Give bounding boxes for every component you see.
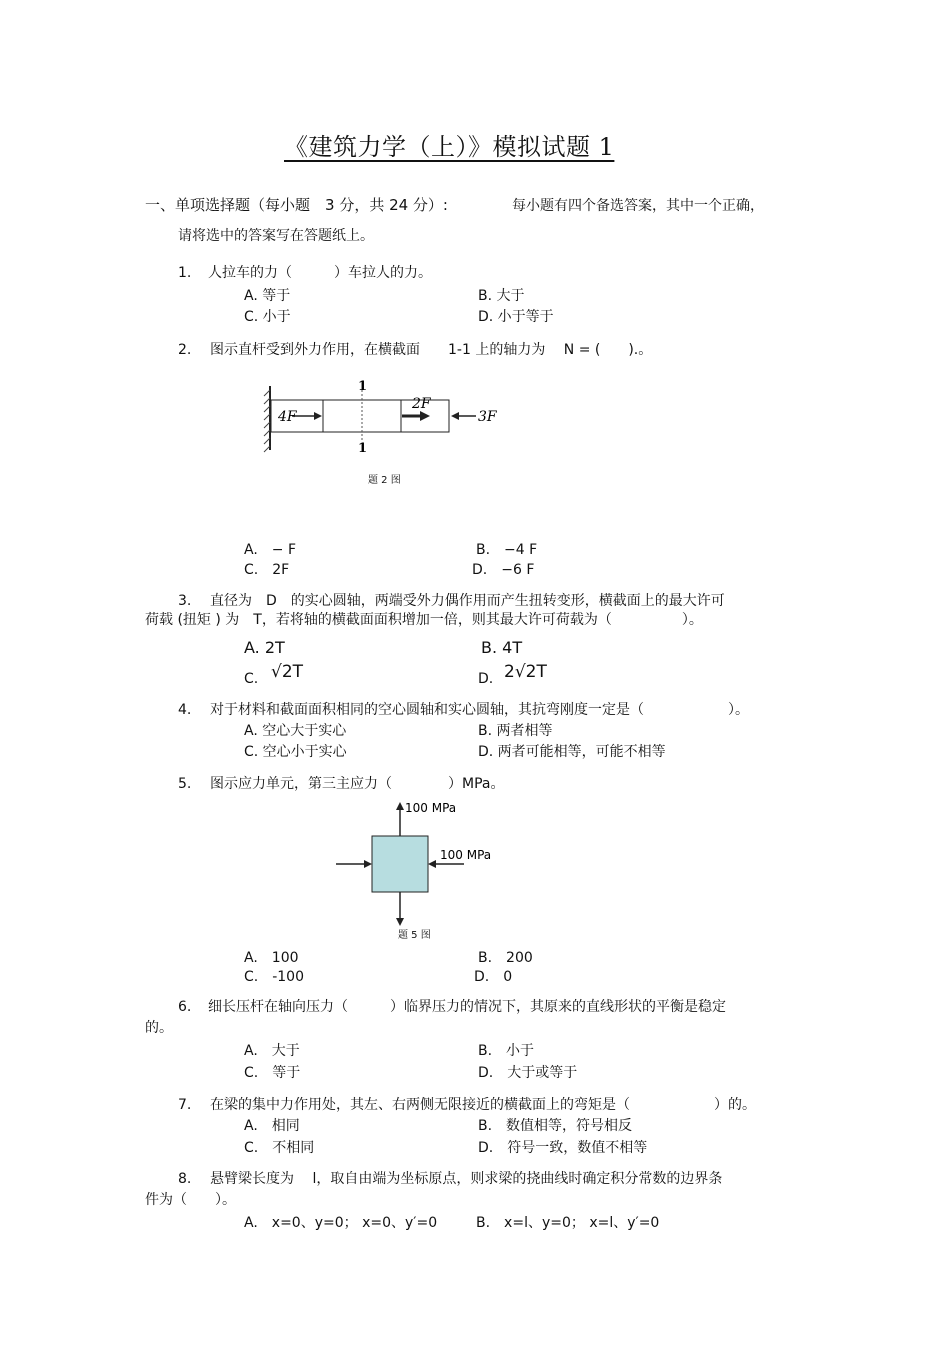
option-a: A. 相同: [244, 1118, 300, 1134]
question-stem: 在梁的集中力作用处，其左、右两侧无限接近的横截面上的弯矩是（ ）的。: [210, 1097, 756, 1113]
option-c: C. 等于: [244, 1065, 301, 1081]
option-d: D. 0: [474, 969, 513, 985]
question-stem: 细长压杆在轴向压力（ ）临界压力的情况下，其原来的直线形状的平衡是稳定: [208, 999, 726, 1015]
section-instruction-2: 请将选中的答案写在答题纸上。: [178, 228, 374, 244]
question-stem-2: 件为（ ）。: [145, 1192, 236, 1208]
option-b: B. 大于: [478, 288, 525, 304]
option-d: D. 小于等于: [478, 309, 554, 325]
option-a: A. 100: [244, 950, 299, 966]
arrow-down-icon: [396, 918, 404, 926]
option-b: B. 两者相等: [478, 723, 553, 739]
question-number: 4.: [178, 702, 192, 718]
option-c-value: √2T: [271, 662, 304, 682]
option-c: C. 不相同: [244, 1140, 315, 1156]
option-d: D. 两者可能相等，可能不相等: [478, 744, 666, 760]
page-title: 《建筑力学（上）》模拟试题 1: [284, 133, 615, 161]
section-heading: 一、单项选择题（每小题 3 分，共 24 分）:: [145, 196, 448, 214]
option-d: D. −6 F: [472, 562, 535, 578]
option-b: B. 200: [478, 950, 533, 966]
question-number: 7.: [178, 1097, 192, 1113]
arrow-right-icon: [364, 860, 372, 868]
option-c: C. 空心小于实心: [244, 744, 347, 760]
top-stress-label: 100 MPa: [405, 801, 457, 815]
question-stem: 图示直杆受到外力作用，在横截面 1-1 上的轴力为 N = ( ).。: [210, 342, 653, 358]
arrow-up-icon: [396, 802, 404, 810]
question-stem: 直径为 D 的实心圆轴，两端受外力偶作用而产生扭转变形，横截面上的最大许可: [210, 593, 725, 609]
arrow-icon: [451, 412, 459, 420]
question-stem: 悬臂梁长度为 l，取自由端为坐标原点，则求梁的挠曲线时确定积分常数的边界条: [210, 1171, 723, 1187]
option-a: A. 空心大于实心: [244, 723, 347, 739]
question-stem: 人拉车的力（ ）车拉人的力。: [208, 265, 432, 281]
figure-caption: 题 2 图: [368, 475, 401, 486]
question-number: 2.: [178, 342, 192, 358]
option-a: A. 等于: [244, 288, 291, 304]
option-c: C. 2F: [244, 562, 290, 578]
stress-element-diagram: [330, 798, 510, 930]
question-stem-2: 荷载 (扭矩 ) 为 T，若将轴的横截面面积增加一倍，则其最大许可荷载为（ ）。: [145, 612, 703, 628]
option-b: B. 数值相等，符号相反: [478, 1118, 633, 1134]
option-a: A. 大于: [244, 1043, 300, 1059]
option-b: B. 小于: [478, 1043, 535, 1059]
option-a: A. 2T: [244, 638, 285, 657]
section-top-label: 1: [358, 379, 368, 394]
option-d-value: 2√2T: [504, 662, 547, 682]
option-d: D. 符号一致，数值不相等: [478, 1140, 648, 1156]
section-bottom-label: 1: [358, 441, 368, 456]
question-stem: 图示应力单元，第三主应力（ ）MPa。: [210, 776, 505, 792]
option-c: C. -100: [244, 969, 304, 985]
question-number: 5.: [178, 776, 192, 792]
option-b: B. −4 F: [476, 542, 538, 558]
question-stem-2: 的。: [145, 1020, 173, 1036]
question-stem: 对于材料和截面面积相同的空心圆轴和实心圆轴，其抗弯刚度一定是（ ）。: [210, 702, 749, 718]
option-c-letter: C.: [244, 671, 259, 687]
question-number: 1.: [178, 265, 192, 281]
figure-caption: 题 5 图: [398, 930, 431, 941]
option-b: B. x=l、y=0； x=l、y′=0: [476, 1215, 660, 1231]
arrow-icon: [420, 411, 430, 421]
option-a: A. − F: [244, 542, 297, 558]
arrow-left-icon: [428, 860, 436, 868]
stress-element: [372, 836, 428, 892]
option-d: D. 大于或等于: [478, 1065, 578, 1081]
question-number: 6.: [178, 999, 192, 1015]
question-number: 8.: [178, 1171, 192, 1187]
question-number: 3.: [178, 593, 192, 609]
option-d-letter: D.: [478, 671, 494, 687]
section-instruction: 每小题有四个备选答案，其中一个正确，: [512, 198, 764, 214]
force-label-3f: 3F: [478, 409, 497, 425]
arrow-icon: [314, 412, 322, 420]
option-c: C. 小于: [244, 309, 291, 325]
right-stress-label: 100 MPa: [440, 848, 492, 862]
force-label-4f: 4F: [278, 409, 297, 425]
bar-force-diagram: [262, 372, 512, 492]
option-a: A. x=0、y=0； x=0、y′=0: [244, 1215, 438, 1231]
force-label-2f: 2F: [412, 396, 431, 412]
option-b: B. 4T: [481, 638, 523, 657]
